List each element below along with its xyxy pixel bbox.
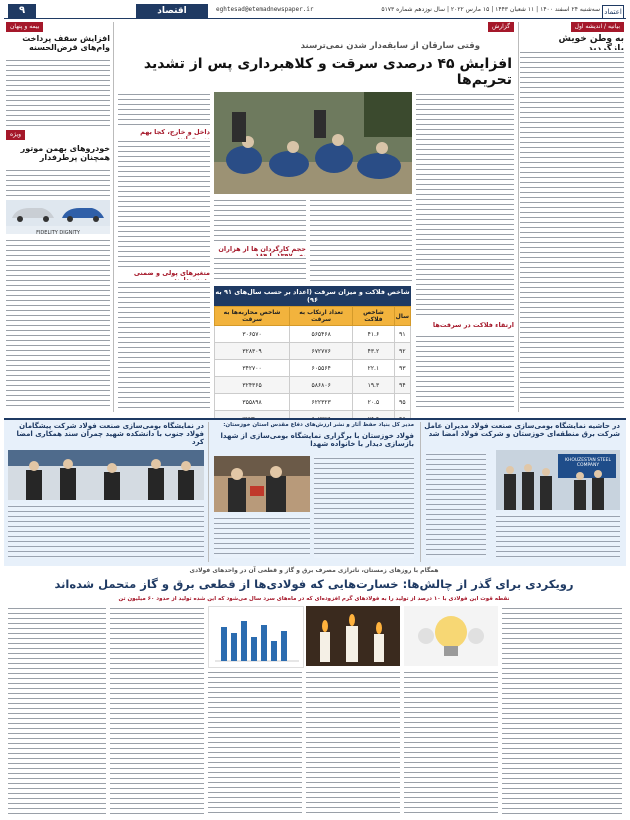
table-title: شاخص فلاکت و میزان سرقت (اعداد بر حسب سال‌های ۹۱ به ۹۶): [215, 288, 410, 304]
table-cell: ۱۹.۳: [353, 377, 394, 394]
main-kicker: وقتی سارقان از سابقه‌دار شدن نمی‌ترسند: [300, 41, 480, 51]
bottom-headline: رویکردی برای گذر از چالش‌ها: خسارت‌هایی که فولادی‌ها از قطعی برق و گاز متحمل شده‌اند: [54, 577, 574, 591]
dateline: سه‌شنبه ۲۴ اسفند ۱۴۰۰ | ۱۱ شعبان ۱۴۴۳ | ۱۵ مارس ۲۰۲۲ | سال نوزدهم شماره ۵۱۷۳: [381, 6, 600, 13]
steel-company-sign: KHOUZESTAN STEEL COMPANY: [565, 458, 611, 468]
candles-photo: [306, 606, 400, 666]
signing-photo: [8, 450, 204, 500]
table-cell: ۳۲۴۳۶۵: [215, 377, 290, 394]
main-text-col-4c: [118, 280, 210, 408]
chart-bar: [231, 633, 237, 661]
left-headline-2: خودروهای بهمن موتور همچنان پرطرفدار: [20, 144, 110, 163]
table-header: شاخص فلاکت: [353, 307, 394, 326]
table-cell: ۶۷۲۷۷۶: [290, 343, 353, 360]
table-row: [215, 326, 411, 343]
main-text-col-2: [310, 198, 412, 282]
table-row: [215, 377, 411, 394]
main-text-col-3b: [214, 256, 306, 282]
bottom-text-col-3: [306, 670, 400, 816]
left-text-2: [6, 168, 110, 196]
blue-story3-headline: در نمایشگاه بومی‌سازی صنعت فولاد شرکت پیشگامان فولاد جنوب با دانشکده شهید چمران سند همکاری امضا کرد: [16, 422, 204, 447]
table-header: سال: [394, 307, 410, 326]
bottom-text-col-6: [8, 606, 106, 816]
table-cell: ۳۵۵۸۹۸: [215, 394, 290, 411]
table-cell: ۶۰۵۵۶۴: [290, 360, 353, 377]
table-cell: ۲۲.۱: [353, 360, 394, 377]
production-bar-chart: [208, 606, 304, 668]
table-cell: ۴۱.۶: [353, 326, 394, 343]
table-cell: ۳۰۶۵۷۰: [215, 326, 290, 343]
chart-bar: [271, 641, 277, 661]
chart-bar: [251, 637, 257, 661]
newspaper-logo: اعتماد: [602, 5, 624, 19]
police-photo: [214, 92, 412, 194]
bottom-text-col-5: [110, 606, 204, 816]
column-divider: [113, 22, 114, 412]
column-divider: [420, 422, 421, 562]
table-cell: ۵۶۵۴۶۸: [290, 326, 353, 343]
main-text-col-4b: [118, 139, 210, 267]
right-col-headline: به وطن خویش: [558, 34, 624, 44]
table-header: شاخص محاربه‌ها به سرقت: [215, 307, 290, 326]
table-cell: ۴۳.۲: [353, 343, 394, 360]
main-text-col-4: [118, 92, 210, 126]
bottom-text-col-1: [502, 606, 622, 816]
lightbulb-photo: [404, 606, 498, 666]
bottom-text-col-2: [404, 670, 498, 816]
chart-bar: [261, 625, 267, 661]
ceremony-photo: [214, 456, 310, 512]
table-cell: ۳۴۲۷۰۰: [215, 360, 290, 377]
table-cell: ۵۸۶۸۰۶: [290, 377, 353, 394]
table-cell: ۹۲: [394, 343, 410, 360]
main-subhead-1: داخل و خارج، کجا بهم: [140, 128, 210, 136]
table-row: [215, 360, 411, 377]
theft-table: [214, 286, 411, 428]
blue-story3-text: [8, 504, 204, 558]
right-col-label: بیانیه / اندیشه اول: [571, 22, 624, 32]
main-text-col-1: [416, 92, 514, 318]
table-row: [215, 343, 411, 360]
table-header: تعداد ارتکاب به سرقت: [290, 307, 353, 326]
chart-bar: [241, 621, 247, 661]
bottom-kicker: همگام با روزهای زمستان، ناترازی مصرف برق و گاز و قطعی آن در واحدهای فولادی: [189, 567, 439, 574]
blue-story2-text-a: [314, 456, 414, 558]
blue-story2-text-b: [214, 516, 310, 558]
section-title: اقتصاد: [136, 4, 208, 18]
main-text-col-1b: [416, 334, 514, 408]
left-top-label: بیمه و پنهان: [6, 22, 43, 32]
blue-story2-kicker: مدیر کل بنیاد حفظ آثار و نشر ارزش‌های دفاع مقدس استان خوزستان:: [223, 422, 414, 428]
bar-chart-svg: [209, 607, 303, 667]
table-cell: ۹۳: [394, 360, 410, 377]
main-text-col-3: [214, 198, 306, 244]
car-caption: FIDELITY DIGNITY: [36, 230, 80, 234]
main-subhead-3: متغیرهای پولی و ضمنی: [133, 269, 210, 277]
table-row: [215, 394, 411, 411]
page-number: ۹: [8, 4, 36, 18]
table-cell: ۹۵: [394, 394, 410, 411]
car-ad-image: [6, 200, 110, 234]
column-divider: [208, 422, 209, 562]
table-cell: ۲۰.۵: [353, 394, 394, 411]
left-text-1: [6, 58, 110, 126]
table-cell: ۹۴: [394, 377, 410, 394]
table-cell: ۹۱: [394, 326, 410, 343]
right-col-text: [520, 50, 624, 408]
column-divider: [518, 22, 519, 412]
report-label: گزارش: [488, 22, 514, 32]
blue-story2-headline: فولاد خوزستان با برگزاری نمایشگاه بومی‌سازی از شهدا بازسازی دیدار با خانواده شهدا: [220, 432, 414, 449]
blue-story1-text-b: [496, 514, 620, 558]
main-headline: افزایش ۴۵ درصدی سرقت و کلاهبرداری پس از تشدید تحریم‌ها: [143, 56, 512, 89]
email[interactable]: eghtesad@etemadnewspaper.ir: [216, 6, 314, 13]
left-headline-1: افزایش سقف پرداخت وام‌های قرض‌الحسنه: [22, 34, 110, 53]
steel-company-photo: [496, 450, 620, 510]
table-cell: ۶۲۲۳۲۳: [290, 394, 353, 411]
main-subhead-4: ارتقاء فلاکت در سرقت‌ها: [432, 321, 514, 329]
left-mid-label: ویژه: [6, 130, 25, 140]
blue-story1-text-a: [426, 452, 486, 558]
chart-bar: [221, 627, 227, 661]
header-bar: [4, 4, 626, 19]
main-subhead-2: حجم کارگردان ها از هزاران: [218, 245, 306, 253]
left-text-3: [6, 238, 110, 408]
blue-story1-headline: در حاشیه نمایشگاه بومی‌سازی صنعت فولاد مدیران عامل شرکت برق منطقه‌ای خوزستان و شرکت فولاد امضا شد: [424, 422, 620, 439]
bottom-text-col-4: [208, 670, 302, 816]
table-cell: ۳۲۸۳۰۹: [215, 343, 290, 360]
chart-bar: [281, 631, 287, 661]
bottom-subhead: نقطه قوت این فولادی با ۱۰ درصد از تولید را به فولادهای گرم افزوده‌ای که در ماه‌های سرد سال می‌شود که این شده تولید از حدود ۶۰ میلیون تن: [118, 596, 510, 602]
